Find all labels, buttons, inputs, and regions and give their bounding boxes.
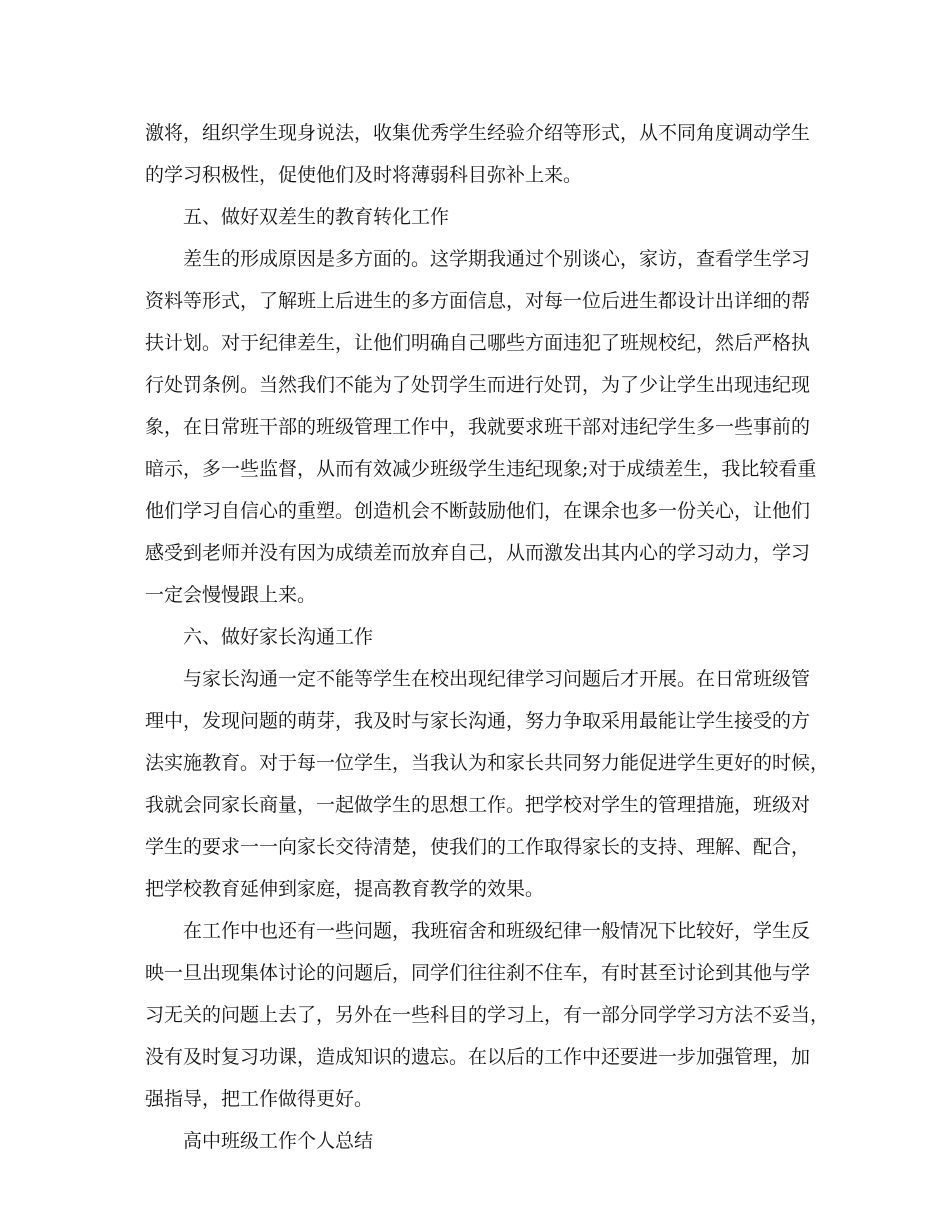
text-line: 映一旦出现集体讨论的问题后，同学们往往刹不住车，有时甚至讨论到其他与学 — [145, 962, 811, 984]
text-line: 他们学习自信心的重塑。创造机会不断鼓励他们，在课余也多一份关心，让他们 — [145, 500, 811, 522]
text-line: 强指导，把工作做得更好。 — [145, 1088, 374, 1110]
document-body — [145, 112, 830, 1162]
text-line: 感受到老师并没有因为成绩差而放弃自己，从而激发出其内心的学习动力，学习 — [145, 542, 811, 564]
text-line: 一定会慢慢跟上来。 — [145, 584, 317, 606]
document-title: 高中班级工作个人总结 — [183, 1130, 374, 1152]
text-line: 法实施教育。对于每一位学生，当我认为和家长共同努力能促进学生更好的时候， — [145, 752, 830, 774]
text-line: 扶计划。对于纪律差生，让他们明确自己哪些方面违犯了班规校纪，然后严格执 — [145, 332, 811, 354]
text-line: 我就会同家长商量，一起做学生的思想工作。把学校对学生的管理措施，班级对 — [145, 794, 811, 816]
text-line: 学生的要求一一向家长交待清楚，使我们的工作取得家长的支持、理解、配合， — [145, 836, 811, 858]
text-line: 与家长沟通一定不能等学生在校出现纪律学习问题后才开展。在日常班级管 — [183, 668, 811, 690]
text-line: 的学习积极性，促使他们及时将薄弱科目弥补上来。 — [145, 164, 583, 186]
text-line: 把学校教育延伸到家庭，提高教育教学的效果。 — [145, 878, 545, 900]
text-line: 习无关的问题上去了，另外在一些科目的学习上，有一部分同学学习方法不妥当， — [145, 1004, 830, 1026]
text-line: 没有及时复习功课，造成知识的遗忘。在以后的工作中还要进一步加强管理，加 — [145, 1046, 811, 1068]
text-line: 在工作中也还有一些问题，我班宿舍和班级纪律一般情况下比较好，学生反 — [183, 920, 811, 942]
text-line: 理中，发现问题的萌芽，我及时与家长沟通，努力争取采用最能让学生接受的方 — [145, 710, 811, 732]
text-line: 暗示，多一些监督，从而有效减少班级学生违纪现象;对于成绩差生，我比较看重 — [145, 458, 817, 480]
text-line: 行处罚条例。当然我们不能为了处罚学生而进行处罚，为了少让学生出现违纪现 — [145, 374, 811, 396]
text-line: 激将，组织学生现身说法，收集优秀学生经验介绍等形式，从不同角度调动学生 — [145, 122, 811, 144]
section-heading: 五、做好双差生的教育转化工作 — [183, 206, 450, 228]
text-line: 资料等形式，了解班上后进生的多方面信息，对每一位后进生都设计出详细的帮 — [145, 290, 811, 312]
text-line: 象，在日常班干部的班级管理工作中，我就要求班干部对违纪学生多一些事前的 — [145, 416, 811, 438]
text-line: 差生的形成原因是多方面的。这学期我通过个别谈心，家访，查看学生学习 — [183, 248, 811, 270]
section-heading: 六、做好家长沟通工作 — [183, 626, 374, 648]
